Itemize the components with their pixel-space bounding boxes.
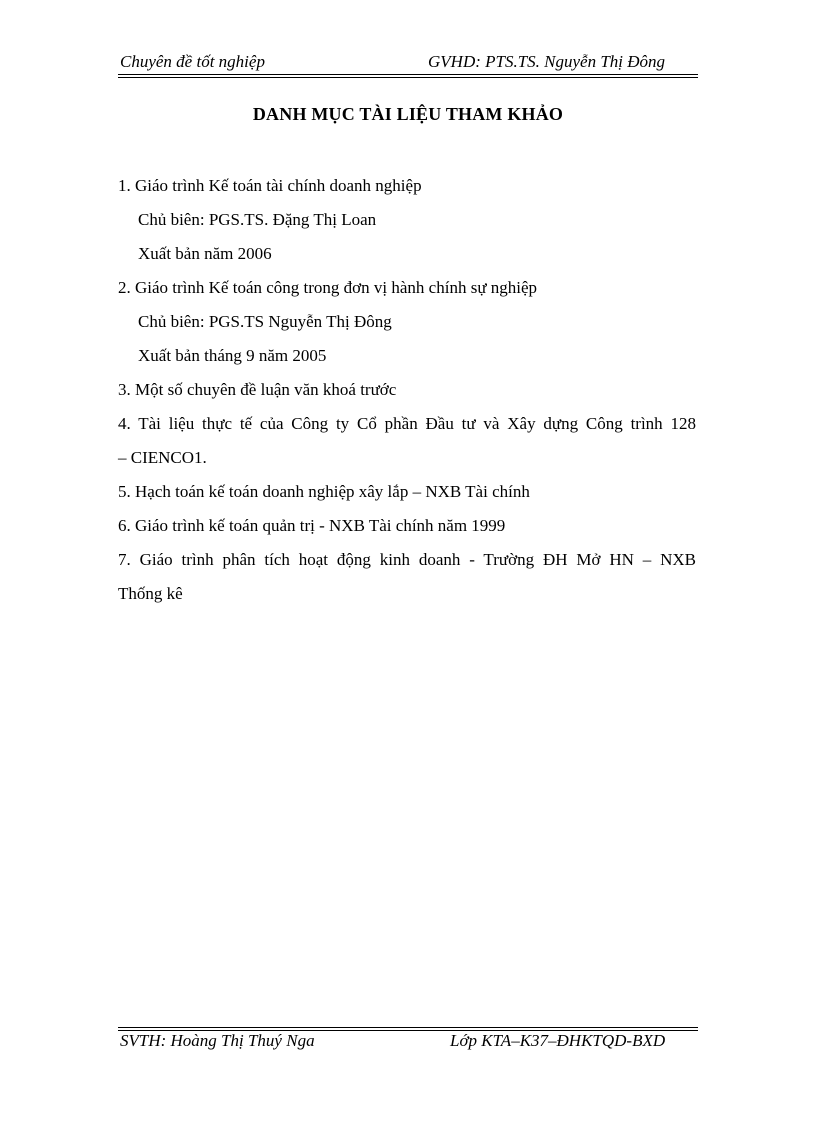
reference-3: 3. Một số chuyên đề luận văn khoá trước [118,380,397,399]
reference-6: 6. Giáo trình kế toán quản trị - NXB Tài chính năm 1999 [118,516,506,535]
reference-1-title: 1. Giáo trình Kế toán tài chính doanh nghiệp [118,176,422,195]
reference-4-line-1: 4. Tài liệu thực tế của Công ty Cổ phần Đầu tư và Xây dựng Công trình 128 [118,414,696,433]
header-divider [118,74,698,78]
reference-2-title: 2. Giáo trình Kế toán công trong đơn vị hành chính sự nghiệp [118,278,538,297]
reference-1-year: Xuất bản năm 2006 [138,244,272,263]
header-supervisor: GVHD: PTS.TS. Nguyễn Thị Đông [428,52,666,71]
reference-1-editor: Chủ biên: PGS.TS. Đặng Thị Loan [138,210,377,229]
reference-7-line-2: Thống kê [118,584,183,603]
footer-student: SVTH: Hoàng Thị Thuý Nga [120,1031,315,1050]
reference-5: 5. Hạch toán kế toán doanh nghiệp xây lắp – NXB Tài chính [118,482,530,501]
page-header [118,52,698,74]
reference-4-line-2: – CIENCO1. [118,448,207,467]
footer-class: Lớp KTA–K37–ĐHKTQD-BXD [450,1031,666,1050]
page-title: DANH MỤC TÀI LIỆU THAM KHẢO [252,104,564,124]
header-report-type: Chuyên đề tốt nghiệp [120,52,265,71]
reference-2-editor: Chủ biên: PGS.TS Nguyễn Thị Đông [138,312,392,331]
reference-2-year: Xuất bản tháng 9 năm 2005 [138,346,327,365]
page-footer [118,1031,698,1053]
reference-7-line-1: 7. Giáo trình phân tích hoạt động kinh doanh - Trường ĐH Mở HN – NXB [118,550,696,569]
